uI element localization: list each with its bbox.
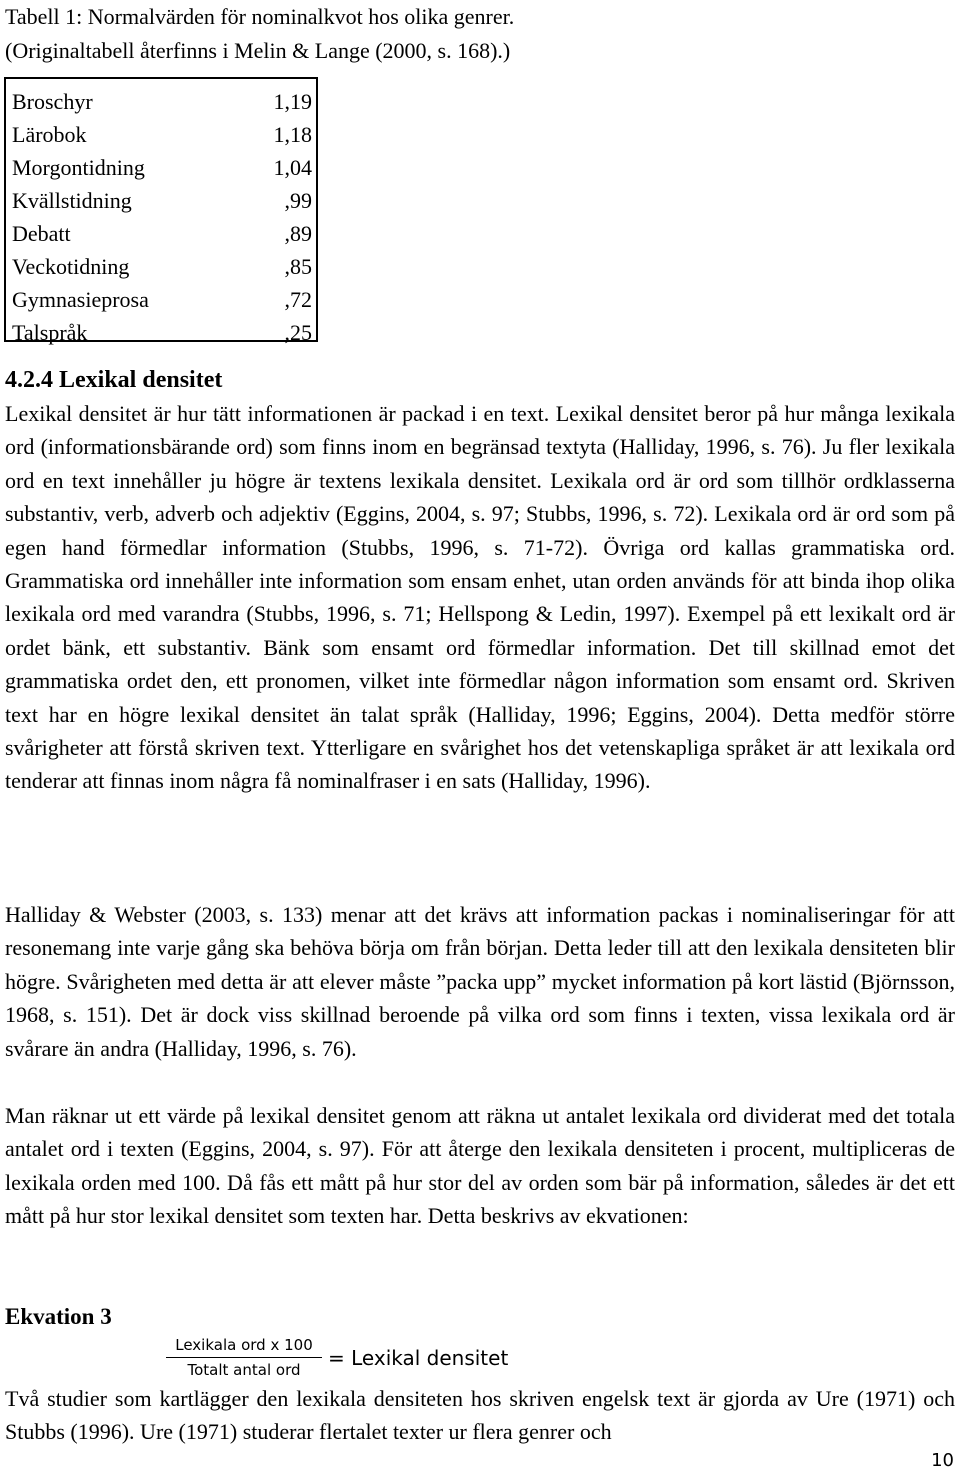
table-row xyxy=(6,283,316,316)
value-cell: 1,04 xyxy=(273,155,312,180)
body-paragraph: Lexikal densitet är hur tätt informationen är packad i en text. Lexikal densitet beror på hur många lexikala ord (informationsbärande ord) som finns inom en begränsad textyta (Halliday, 1996, s. 76). Ju fler lexikala ord en text innehåller ju högre är textens lexikala densitet. Lexikala ord är ord som tillhör ordklasserna substantiv, verb, adverb och adjektiv (Eggins, 2004, s. 97; Stubbs, 1996, s. 72). Lexikala ord är ord som på egen hand förmedlar information (Stubbs, 1996, s. 71-72). Övriga ord kallas grammatiska ord. Grammatiska ord innehåller inte information som ensam enhet, utan orden används för att binda ihop olika lexikala ord med varandra (Stubbs, 1996, s. 71; Hellspong & Ledin, 1997). Exempel på ett lexikalt ord är ordet bänk, ett substantiv. Bänk som ensamt ord förmedlar information. Det till skillnad emot det grammatiska ordet den, ett pronomen, vilket inte förmedlar någon information som ensamt ord. Skriven text har en högre lexikal densitet än talat språk (Halliday, 1996; Eggins, 2004). Detta medför större svårigheter att förstå skriven text. Ytterligare en svårighet hos det vetenskapliga språket är att lexikala ord tenderar att finnas inom några få nominalfraser i en sats (Halliday, 1996). xyxy=(5,401,955,794)
table-row xyxy=(6,217,316,250)
table-row xyxy=(6,151,316,184)
equation-numerator: Lexikala ord x 100 xyxy=(175,1336,313,1354)
genre-cell: Kvällstidning xyxy=(12,188,132,213)
caption-line-1: Tabell 1: Normalvärden för nominalkvot hos olika genrer. xyxy=(5,4,515,29)
nominal-ratio-table xyxy=(4,77,318,345)
genre-cell: Talspråk xyxy=(12,320,88,345)
genre-cell: Broschyr xyxy=(12,89,93,114)
table-row xyxy=(6,85,316,118)
genre-cell: Debatt xyxy=(12,221,71,246)
equation-denominator: Totalt antal ord xyxy=(187,1361,301,1379)
page-number: 10 xyxy=(931,1450,954,1471)
equation-result: = Lexikal densitet xyxy=(328,1346,509,1370)
caption-line-2: (Originaltabell återfinns i Melin & Lange (2000, s. 168).) xyxy=(5,38,511,63)
genre-cell: Gymnasieprosa xyxy=(12,287,149,312)
value-cell: 1,18 xyxy=(273,122,312,147)
body-paragraph: Man räknar ut ett värde på lexikal densitet genom att räkna ut antalet lexikala ord dividerat med det totala antalet ord i texten (Eggins, 2004, s. 97). För att återge den lexikala densiteten i procent, multipliceras de lexikala orden med 100. Då fås ett mått på hur stor del av orden som bär på information, således är det ett mått på hur stor lexikal densitet som texten har. Detta beskrivs av ekvationen: xyxy=(5,1103,955,1229)
table-row xyxy=(6,250,316,283)
body-paragraph: Två studier som kartlägger den lexikala densiteten hos skriven engelsk text är gjorda av Ure (1971) och Stubbs (1996). Ure (1971) studerar flertalet texter ur flera genrer och xyxy=(5,1386,955,1445)
section-heading: 4.2.4 Lexikal densitet xyxy=(5,367,223,393)
value-cell: ,89 xyxy=(284,221,312,246)
equation-heading: Ekvation 3 xyxy=(5,1304,112,1329)
value-cell: 1,19 xyxy=(273,89,312,114)
genre-cell: Morgontidning xyxy=(12,155,145,180)
table-row xyxy=(6,184,316,217)
table-row xyxy=(6,118,316,151)
genre-cell: Veckotidning xyxy=(12,254,130,279)
value-cell: ,99 xyxy=(284,188,312,213)
value-cell: ,85 xyxy=(284,254,312,279)
value-cell: ,72 xyxy=(284,287,312,312)
fraction-bar xyxy=(166,1357,322,1358)
genre-cell: Lärobok xyxy=(12,122,87,147)
table-row xyxy=(6,316,316,349)
equation-fraction xyxy=(166,1334,322,1381)
table-caption xyxy=(5,0,945,68)
body-paragraph: Halliday & Webster (2003, s. 133) menar att det krävs att information packas i nominaliseringar för att resonemang inte varje gång ska behöva börja om från början. Detta leder till att den lexikala densiteten blir högre. Svårigheten med detta är att elever måste ”packa upp” mycket information på kort lästid (Björnsson, 1968, s. 151). Det är dock viss skillnad beroende på vilka ord som finns i texten, vissa lexikala ord är svårare än andra (Halliday, 1996, s. 76). xyxy=(5,902,955,1061)
value-cell: ,25 xyxy=(284,320,312,345)
